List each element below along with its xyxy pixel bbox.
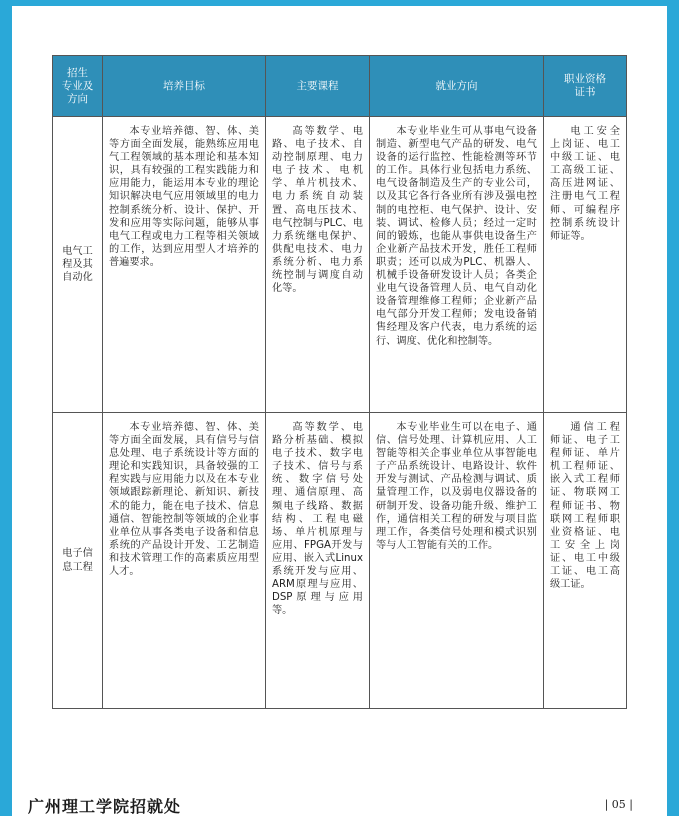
table-row — [53, 117, 627, 413]
goal-cell: 本专业培养德、智、体、美等方面全面发展，能熟练应用电气工程领域的基本理论和基本知识，具有较强的工程实践能力和应用能力，能运用本专业的理论知识解决电气应用领域里的电力控制系统分析、设计、保护、开发和应用等实际问题，能够从事电气工程或电力工程等相关领域的工作，达到应用型人才培养的普遍要求。 — [103, 117, 266, 413]
footer-title: 广州理工学院招就处 — [28, 797, 182, 816]
table-header-row — [53, 56, 627, 117]
header-certs: 职业资格 证书 — [544, 56, 627, 117]
major-name-cell: 电子信 息工程 — [53, 413, 103, 709]
goal-cell: 本专业培养德、智、体、美等方面全面发展，具有信号与信息处理、电子系统设计等方面的理论和实践知识，具备较强的工程实践与应用能力以及在本专业领域跟踪新理论、新知识、新技术的能力，能在电子技术、信息通信、智能控制等领域的企业事业单位从事各类电子设备和信息系统的产品设计开发、工艺制造和技术管理工作的高素质应用型人才。 — [103, 413, 266, 709]
left-frame-bar — [0, 0, 12, 816]
right-frame-bar — [667, 0, 679, 816]
employment-cell: 本专业毕业生可从事电气设备制造、新型电气产品的研发、电气设备的运行监控、性能检测等环节的工作。具体行业包括电力系统、电气设备制造及生产的专业公司，以及其它各行各业所有涉及强电控制的电控柜、电气保护、设计、安装、调试、检修人员；经过一定时间的锻炼，也能从事供电设备生产企业新产品技术开发，胜任工程师职责；还可以成为PLC、机器人、机械手设备研发设计人员；各类企业电气设备管理人员、电气自动化设备管理维修工程师；企业新产品电气部分开发工程师；发电设备销售经理及客户代表，电力系统的运行、调度、优化和控制等。 — [370, 117, 544, 413]
header-major: 招生 专业及 方向 — [53, 56, 103, 117]
top-frame-strip — [0, 0, 679, 6]
major-name-cell: 电气工 程及其 自动化 — [53, 117, 103, 413]
header-courses: 主要课程 — [266, 56, 370, 117]
certs-cell: 电工安全上岗证、电工中级工证、电工高级工证、高压进网证、注册电气工程师、可编程序控制系统设计师证等。 — [544, 117, 627, 413]
header-employment: 就业方向 — [370, 56, 544, 117]
header-goal: 培养目标 — [103, 56, 266, 117]
courses-cell: 高等数学、电路、电子技术、自动控制原理、电力电子技术、电机学、单片机技术、电力系统自动装置、高电压技术、电气控制与PLC、电力系统继电保护、供配电技术、电力系统分析、电力系统控制与调度自动化等。 — [266, 117, 370, 413]
majors-table — [52, 55, 627, 709]
courses-cell: 高等数学、电路分析基础、模拟电子技术、数字电子技术、信号与系统、数字信号处理、通信原理、高频电子线路、数据结构、工程电磁场、单片机原理与应用、FPGA开发与应用、嵌入式Linux系统开发与应用、ARM原理与应用、DSP原理与应用等。 — [266, 413, 370, 709]
page-number: | 05 | — [604, 798, 633, 811]
certs-cell: 通信工程师证、电子工程师证、单片机工程师证、嵌入式工程师证、物联网工程师证书、物联网工程师职业资格证、电工安全上岗证、电工中级工证、电工高级工证。 — [544, 413, 627, 709]
table-row — [53, 413, 627, 709]
employment-cell: 本专业毕业生可以在电子、通信、信号处理、计算机应用、人工智能等相关企事业单位从事智能电子产品系统设计、电路设计、软件开发与测试、产品检测与调试、质量管理工作，以及弱电仪器设备的研制开发、设备功能升级、维护工作，通信相关工程的研发与项目监理工作，各类信号处理和模式识别等与人工智能有关的工作。 — [370, 413, 544, 709]
